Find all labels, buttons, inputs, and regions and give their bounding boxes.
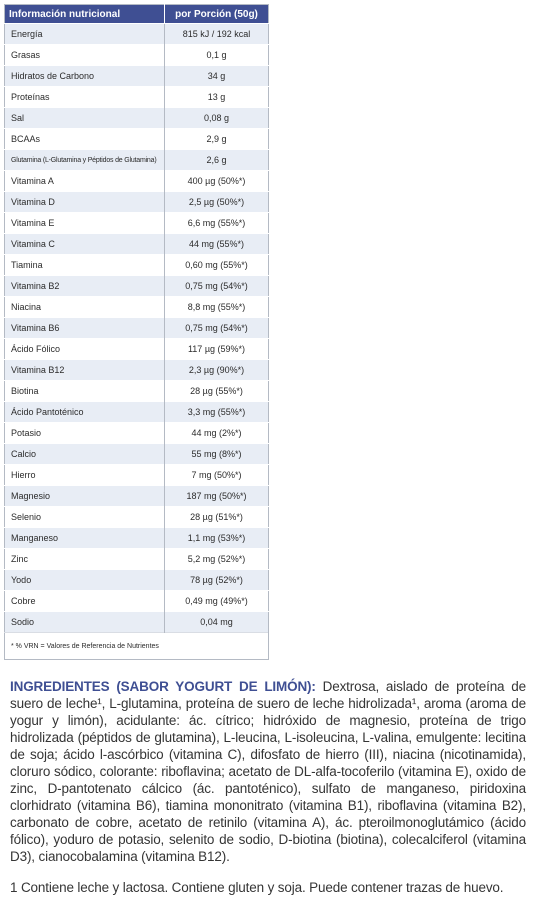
ingredients-paragraph (10, 678, 526, 865)
table-row (5, 24, 269, 45)
nutrient-name: Ácido Pantoténico (5, 402, 165, 423)
table-row (5, 465, 269, 486)
table-row (5, 87, 269, 108)
nutrient-name: Manganeso (5, 528, 165, 549)
nutrient-value: 44 mg (2%*) (165, 423, 269, 444)
nutrient-name: Yodo (5, 570, 165, 591)
nutrient-name: Niacina (5, 297, 165, 318)
nutrient-value: 815 kJ / 192 kcal (165, 24, 269, 45)
nutrient-name: Glutamina (L-Glutamina y Péptidos de Glutamina) (5, 150, 165, 171)
nutrient-name: Tiamina (5, 255, 165, 276)
nutrient-value: 7 mg (50%*) (165, 465, 269, 486)
table-row (5, 612, 269, 633)
nutrient-value: 6,6 mg (55%*) (165, 213, 269, 234)
nutrient-value: 13 g (165, 87, 269, 108)
table-row (5, 66, 269, 87)
nutrient-value: 0,04 mg (165, 612, 269, 633)
table-row (5, 171, 269, 192)
nutrient-name: Calcio (5, 444, 165, 465)
table-row (5, 549, 269, 570)
nutrient-name: Vitamina E (5, 213, 165, 234)
nutrient-name: Hidratos de Carbono (5, 66, 165, 87)
nutrient-value: 2,6 g (165, 150, 269, 171)
nutrient-name: Hierro (5, 465, 165, 486)
nutrient-value: 8,8 mg (55%*) (165, 297, 269, 318)
allergen-footnote: 1 Contiene leche y lactosa. Contiene gluten y soja. Puede contener trazas de huevo. (10, 880, 504, 895)
nutrient-name: Biotina (5, 381, 165, 402)
nutrient-name: Potasio (5, 423, 165, 444)
nutrient-name: Cobre (5, 591, 165, 612)
table-row (5, 591, 269, 612)
nutrient-value: 117 µg (59%*) (165, 339, 269, 360)
nutrient-value: 44 mg (55%*) (165, 234, 269, 255)
ingredients-text: Dextrosa, aislado de proteína de suero de leche¹, L-glutamina, proteína de suero de leche hidrolizada¹, aroma (aroma de yogur y limón), acidulante: ác. cítrico; hidróxido de magnesio, proteína de trigo hidrolizada (péptidos de glutamina), L-leucina, L-isoleucina, L-valina, emulgente: lecitina de soja; ácido l-ascórbico (vitamina C), difosfato de hierro (III), niacina (nicotinamida), cloruro sódico, colorante: riboflavina; acetato de DL-alfa-tocoferilo (vitamina E), oxido de zinc, D-pantotenato cálcico (ác. pantoténico), sulfato de manganeso, piridoxina clorhidrato (vitamina B6), tiamina mononitrato (vitamina B1), riboflavina (vitamina B2), carbonato de cobre, acetato de retinilo (vitamina A), ác. pteroilmonoglutámico (ácido fólico), yoduro de potasio, selenito de sodio, D-biotina (biotina), colecalciferol (vitamina D3), cianocobalamina (vitamina B12). (10, 679, 526, 864)
nutrition-table-body (5, 24, 269, 660)
table-row (5, 486, 269, 507)
table-row (5, 402, 269, 423)
table-header-row (5, 5, 269, 24)
vrn-note: * % VRN = Valores de Referencia de Nutrientes (5, 633, 269, 660)
nutrient-name: Magnesio (5, 486, 165, 507)
nutrient-value: 2,9 g (165, 129, 269, 150)
nutrient-value: 0,75 mg (54%*) (165, 276, 269, 297)
nutrient-value: 28 µg (51%*) (165, 507, 269, 528)
table-row (5, 234, 269, 255)
nutrient-name: Vitamina C (5, 234, 165, 255)
nutrient-name: Ácido Fólico (5, 339, 165, 360)
ingredients-label: INGREDIENTES (SABOR YOGURT DE LIMÓN): (10, 679, 316, 694)
nutrient-value: 2,5 µg (50%*) (165, 192, 269, 213)
table-note-row (5, 633, 269, 660)
table-row (5, 360, 269, 381)
nutrient-name: Grasas (5, 45, 165, 66)
table-row (5, 108, 269, 129)
table-row (5, 528, 269, 549)
nutrient-value: 0,60 mg (55%*) (165, 255, 269, 276)
table-row (5, 255, 269, 276)
table-row (5, 276, 269, 297)
table-row (5, 381, 269, 402)
table-row (5, 45, 269, 66)
table-row (5, 507, 269, 528)
table-row (5, 129, 269, 150)
nutrient-name: Energía (5, 24, 165, 45)
table-row (5, 318, 269, 339)
nutrient-value: 187 mg (50%*) (165, 486, 269, 507)
nutrient-name: Sal (5, 108, 165, 129)
header-portion: por Porción (50g) (165, 5, 269, 24)
nutrient-value: 0,75 mg (54%*) (165, 318, 269, 339)
nutrient-value: 400 µg (50%*) (165, 171, 269, 192)
nutrient-name: Vitamina B2 (5, 276, 165, 297)
nutrient-name: Vitamina B6 (5, 318, 165, 339)
nutrient-value: 0,49 mg (49%*) (165, 591, 269, 612)
nutrient-value: 55 mg (8%*) (165, 444, 269, 465)
nutrient-value: 0,08 g (165, 108, 269, 129)
table-row (5, 192, 269, 213)
table-row (5, 297, 269, 318)
table-row (5, 339, 269, 360)
nutrient-name: Vitamina B12 (5, 360, 165, 381)
table-row (5, 423, 269, 444)
nutrient-value: 34 g (165, 66, 269, 87)
nutrient-name: Proteínas (5, 87, 165, 108)
nutrient-value: 2,3 µg (90%*) (165, 360, 269, 381)
nutrition-table (4, 4, 269, 660)
nutrient-name: Selenio (5, 507, 165, 528)
table-row (5, 213, 269, 234)
nutrient-value: 78 µg (52%*) (165, 570, 269, 591)
nutrient-value: 28 µg (55%*) (165, 381, 269, 402)
nutrient-value: 3,3 mg (55%*) (165, 402, 269, 423)
nutrient-name: BCAAs (5, 129, 165, 150)
nutrient-value: 0,1 g (165, 45, 269, 66)
nutrient-name: Sodio (5, 612, 165, 633)
nutrient-value: 5,2 mg (52%*) (165, 549, 269, 570)
nutrient-name: Vitamina A (5, 171, 165, 192)
table-row (5, 444, 269, 465)
table-row (5, 570, 269, 591)
table-row (5, 150, 269, 171)
header-nutrient: Información nutricional (5, 5, 165, 24)
nutrient-name: Zinc (5, 549, 165, 570)
nutrient-value: 1,1 mg (53%*) (165, 528, 269, 549)
nutrient-name: Vitamina D (5, 192, 165, 213)
